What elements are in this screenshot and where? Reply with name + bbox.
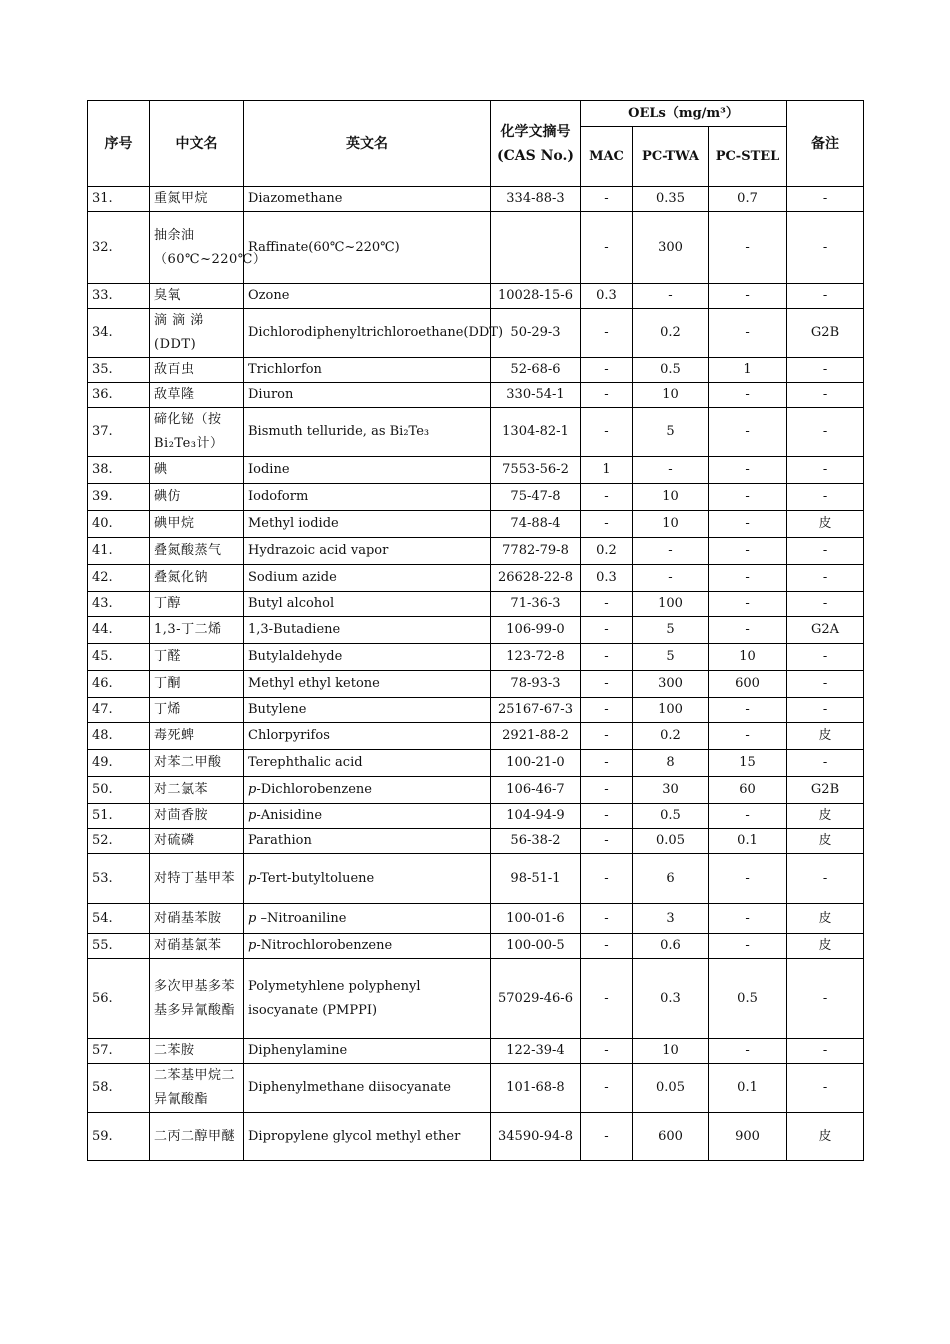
pc-stel-value: - [709, 511, 787, 538]
row-number: 57. [88, 1039, 150, 1064]
mac-value: - [581, 698, 633, 723]
pc-twa-value: 600 [633, 1113, 709, 1161]
english-name: Terephthalic acid [244, 750, 491, 777]
chinese-name: 对硝基氯苯 [150, 934, 244, 959]
table-row [88, 592, 864, 617]
mac-value: - [581, 644, 633, 671]
pc-twa-value: 5 [633, 408, 709, 457]
pc-stel-value: 0.7 [709, 187, 787, 212]
chinese-name: 碘甲烷 [150, 511, 244, 538]
english-name: Parathion [244, 829, 491, 854]
english-name-prefix: p [248, 938, 257, 953]
chinese-name: 对硫磷 [150, 829, 244, 854]
remark: - [787, 854, 864, 904]
mac-value: - [581, 934, 633, 959]
pc-twa-value: 10 [633, 484, 709, 511]
pc-stel-value: 0.1 [709, 829, 787, 854]
remark: - [787, 565, 864, 592]
remark: - [787, 484, 864, 511]
pc-twa-value: 10 [633, 383, 709, 408]
cas-number: 1304-82-1 [491, 408, 581, 457]
pc-twa-value: 0.35 [633, 187, 709, 212]
table-row [88, 777, 864, 804]
mac-value: - [581, 904, 633, 934]
pc-stel-value: - [709, 457, 787, 484]
table-row [88, 750, 864, 777]
table-row [88, 212, 864, 284]
pc-twa-value: 0.2 [633, 723, 709, 750]
english-name: Sodium azide [244, 565, 491, 592]
cas-number: 100-01-6 [491, 904, 581, 934]
english-name: Ozone [244, 284, 491, 309]
pc-twa-value: - [633, 565, 709, 592]
english-name: Chlorpyrifos [244, 723, 491, 750]
english-name: Diphenylamine [244, 1039, 491, 1064]
pc-twa-value: 5 [633, 644, 709, 671]
table-row [88, 617, 864, 644]
remark: - [787, 698, 864, 723]
row-number: 44. [88, 617, 150, 644]
pc-twa-value: 10 [633, 511, 709, 538]
remark: - [787, 592, 864, 617]
english-name-prefix: p [248, 870, 257, 886]
mac-value: - [581, 671, 633, 698]
cas-number: 100-21-0 [491, 750, 581, 777]
table-row [88, 511, 864, 538]
pc-twa-value: 0.5 [633, 804, 709, 829]
mac-value: - [581, 723, 633, 750]
mac-value: - [581, 511, 633, 538]
pc-twa-value: - [633, 538, 709, 565]
english-name-prefix: p [248, 808, 257, 823]
english-name-prefix: p [248, 910, 257, 926]
mac-value: 1 [581, 457, 633, 484]
english-name: Trichlorfon [244, 358, 491, 383]
pc-twa-value: 0.05 [633, 1064, 709, 1113]
chinese-name: 二苯胺 [150, 1039, 244, 1064]
cas-number: 98-51-1 [491, 854, 581, 904]
table-row [88, 904, 864, 934]
row-number: 33. [88, 284, 150, 309]
row-number: 36. [88, 383, 150, 408]
chinese-name: 丁醛 [150, 644, 244, 671]
row-number: 55. [88, 934, 150, 959]
remark: 皮 [787, 804, 864, 829]
table-row [88, 959, 864, 1039]
pc-twa-value: 10 [633, 1039, 709, 1064]
pc-twa-value: 0.3 [633, 959, 709, 1039]
header-stel: PC-STEL [709, 127, 787, 187]
chinese-name: 敌百虫 [150, 358, 244, 383]
row-number: 35. [88, 358, 150, 383]
row-number: 48. [88, 723, 150, 750]
mac-value: - [581, 777, 633, 804]
english-name: 1,3-Butadiene [244, 617, 491, 644]
chinese-name: 臭氧 [150, 284, 244, 309]
table-row [88, 934, 864, 959]
table-row [88, 804, 864, 829]
table-row [88, 284, 864, 309]
pc-twa-value: 0.5 [633, 358, 709, 383]
remark: G2B [787, 309, 864, 358]
row-number: 46. [88, 671, 150, 698]
chinese-name: 滴 滴 涕 (DDT) [150, 309, 244, 358]
header-mac: MAC [581, 127, 633, 187]
cas-number: 56-38-2 [491, 829, 581, 854]
english-name-prefix: p [248, 782, 257, 797]
chinese-name: 对茴香胺 [150, 804, 244, 829]
pc-stel-value: - [709, 617, 787, 644]
english-name: Methyl ethyl ketone [244, 671, 491, 698]
mac-value: - [581, 1039, 633, 1064]
pc-twa-value: 100 [633, 698, 709, 723]
remark: - [787, 750, 864, 777]
cas-number [491, 212, 581, 284]
mac-value: - [581, 829, 633, 854]
table-row [88, 565, 864, 592]
cas-number: 106-46-7 [491, 777, 581, 804]
row-number: 56. [88, 959, 150, 1039]
english-name [244, 777, 491, 804]
cas-number: 25167-67-3 [491, 698, 581, 723]
english-name: Dichlorodiphenyltrichloroethane(DDT) [244, 309, 491, 358]
cas-number: 34590-94-8 [491, 1113, 581, 1161]
table-row [88, 187, 864, 212]
cas-number: 74-88-4 [491, 511, 581, 538]
header-seq: 序号 [88, 101, 150, 187]
row-number: 47. [88, 698, 150, 723]
english-name: Butyl alcohol [244, 592, 491, 617]
row-number: 40. [88, 511, 150, 538]
remark: 皮 [787, 1113, 864, 1161]
mac-value: 0.2 [581, 538, 633, 565]
pc-stel-value: - [709, 538, 787, 565]
english-name: Iodine [244, 457, 491, 484]
chinese-name: 对二氯苯 [150, 777, 244, 804]
pc-twa-value: - [633, 284, 709, 309]
header-oels: OELs（mg/m³） [581, 101, 787, 127]
mac-value: - [581, 854, 633, 904]
pc-stel-value: 900 [709, 1113, 787, 1161]
pc-stel-value: 600 [709, 671, 787, 698]
remark: - [787, 959, 864, 1039]
table-row [88, 309, 864, 358]
pc-stel-value: - [709, 934, 787, 959]
english-name-text: -Tert-butyltoluene [256, 870, 375, 886]
pc-twa-value: 0.2 [633, 309, 709, 358]
mac-value: - [581, 187, 633, 212]
pc-stel-value: 10 [709, 644, 787, 671]
remark: 皮 [787, 511, 864, 538]
chinese-name: 二丙二醇甲醚 [150, 1113, 244, 1161]
english-name-text: –Nitroaniline [256, 910, 347, 926]
pc-stel-value: 60 [709, 777, 787, 804]
row-number: 37. [88, 408, 150, 457]
row-number: 34. [88, 309, 150, 358]
row-number: 54. [88, 904, 150, 934]
cas-number: 101-68-8 [491, 1064, 581, 1113]
mac-value: - [581, 617, 633, 644]
table-row [88, 854, 864, 904]
row-number: 52. [88, 829, 150, 854]
cas-number: 100-00-5 [491, 934, 581, 959]
cas-number: 122-39-4 [491, 1039, 581, 1064]
chinese-name: 对特丁基甲苯 [150, 854, 244, 904]
pc-stel-value: - [709, 1039, 787, 1064]
pc-stel-value: 0.1 [709, 1064, 787, 1113]
chinese-name: 丁烯 [150, 698, 244, 723]
remark: - [787, 187, 864, 212]
english-name-text: -Anisidine [256, 808, 323, 823]
pc-twa-value: 100 [633, 592, 709, 617]
cas-number: 7553-56-2 [491, 457, 581, 484]
table-row [88, 383, 864, 408]
row-number: 42. [88, 565, 150, 592]
chinese-name: 碲化铋（按Bi₂Te₃计） [150, 408, 244, 457]
english-name-text: -Dichlorobenzene [256, 782, 372, 797]
pc-twa-value: 0.05 [633, 829, 709, 854]
table-row [88, 484, 864, 511]
pc-stel-value: - [709, 804, 787, 829]
pc-twa-value: 0.6 [633, 934, 709, 959]
table-row [88, 1064, 864, 1113]
mac-value: - [581, 959, 633, 1039]
row-number: 58. [88, 1064, 150, 1113]
chinese-name: 丁醇 [150, 592, 244, 617]
chinese-name: 对苯二甲酸 [150, 750, 244, 777]
pc-stel-value: - [709, 309, 787, 358]
mac-value: - [581, 309, 633, 358]
pc-twa-value: 3 [633, 904, 709, 934]
mac-value: - [581, 212, 633, 284]
row-number: 41. [88, 538, 150, 565]
row-number: 59. [88, 1113, 150, 1161]
mac-value: 0.3 [581, 565, 633, 592]
mac-value: - [581, 358, 633, 383]
chinese-name: 抽余油（60℃~220℃） [150, 212, 244, 284]
remark: - [787, 1039, 864, 1064]
remark: 皮 [787, 934, 864, 959]
row-number: 39. [88, 484, 150, 511]
row-number: 49. [88, 750, 150, 777]
table-row [88, 644, 864, 671]
remark: G2A [787, 617, 864, 644]
mac-value: - [581, 484, 633, 511]
remark: - [787, 212, 864, 284]
chinese-name: 对硝基苯胺 [150, 904, 244, 934]
row-number: 31. [88, 187, 150, 212]
english-name: Diuron [244, 383, 491, 408]
cas-number: 57029-46-6 [491, 959, 581, 1039]
mac-value: - [581, 804, 633, 829]
pc-stel-value: - [709, 212, 787, 284]
remark: - [787, 358, 864, 383]
pc-stel-value: 0.5 [709, 959, 787, 1039]
table-row [88, 538, 864, 565]
header-cn-name: 中文名 [150, 101, 244, 187]
table-row [88, 1113, 864, 1161]
cas-number: 334-88-3 [491, 187, 581, 212]
pc-stel-value: 1 [709, 358, 787, 383]
english-name: Dipropylene glycol methyl ether [244, 1113, 491, 1161]
row-number: 45. [88, 644, 150, 671]
table-row [88, 1039, 864, 1064]
header-en-name: 英文名 [244, 101, 491, 187]
table-row [88, 723, 864, 750]
english-name: Diazomethane [244, 187, 491, 212]
cas-number: 123-72-8 [491, 644, 581, 671]
english-name: Iodoform [244, 484, 491, 511]
remark: 皮 [787, 723, 864, 750]
table-row [88, 671, 864, 698]
remark: - [787, 538, 864, 565]
english-name [244, 804, 491, 829]
pc-stel-value: - [709, 383, 787, 408]
table-row [88, 829, 864, 854]
mac-value: 0.3 [581, 284, 633, 309]
english-name: Methyl iodide [244, 511, 491, 538]
pc-stel-value: - [709, 592, 787, 617]
pc-stel-value: 15 [709, 750, 787, 777]
english-name: Butylene [244, 698, 491, 723]
remark: - [787, 383, 864, 408]
mac-value: - [581, 1064, 633, 1113]
table-header [88, 101, 864, 187]
header-cas: 化学文摘号(CAS No.) [491, 101, 581, 187]
row-number: 51. [88, 804, 150, 829]
chinese-name: 碘仿 [150, 484, 244, 511]
pc-twa-value: 5 [633, 617, 709, 644]
chinese-name: 1,3-丁二烯 [150, 617, 244, 644]
remark: 皮 [787, 829, 864, 854]
table-row [88, 457, 864, 484]
row-number: 43. [88, 592, 150, 617]
english-name: Hydrazoic acid vapor [244, 538, 491, 565]
cas-number: 2921-88-2 [491, 723, 581, 750]
pc-stel-value: - [709, 904, 787, 934]
mac-value: - [581, 1113, 633, 1161]
cas-number: 330-54-1 [491, 383, 581, 408]
mac-value: - [581, 408, 633, 457]
pc-stel-value: - [709, 484, 787, 511]
mac-value: - [581, 750, 633, 777]
pc-twa-value: 8 [633, 750, 709, 777]
pc-stel-value: - [709, 698, 787, 723]
chinese-name: 多次甲基多苯基多异氰酸酯 [150, 959, 244, 1039]
header-twa: PC-TWA [633, 127, 709, 187]
cas-number: 71-36-3 [491, 592, 581, 617]
pc-stel-value: - [709, 408, 787, 457]
cas-number: 104-94-9 [491, 804, 581, 829]
remark: - [787, 644, 864, 671]
remark: - [787, 408, 864, 457]
english-name [244, 854, 491, 904]
mac-value: - [581, 383, 633, 408]
chinese-name: 重氮甲烷 [150, 187, 244, 212]
pc-stel-value: - [709, 854, 787, 904]
remark: G2B [787, 777, 864, 804]
table-row [88, 408, 864, 457]
chinese-name: 叠氮酸蒸气 [150, 538, 244, 565]
cas-number: 7782-79-8 [491, 538, 581, 565]
pc-twa-value: - [633, 457, 709, 484]
english-name: Butylaldehyde [244, 644, 491, 671]
table-body [88, 187, 864, 1161]
table-row [88, 698, 864, 723]
row-number: 32. [88, 212, 150, 284]
english-name: Raffinate(60℃~220℃) [244, 212, 491, 284]
english-name: Bismuth telluride, as Bi₂Te₃ [244, 408, 491, 457]
cas-number: 78-93-3 [491, 671, 581, 698]
chinese-name: 毒死蜱 [150, 723, 244, 750]
remark: - [787, 457, 864, 484]
english-name [244, 934, 491, 959]
cas-number: 52-68-6 [491, 358, 581, 383]
oel-table [87, 100, 864, 1161]
cas-number: 75-47-8 [491, 484, 581, 511]
cas-number: 26628-22-8 [491, 565, 581, 592]
remark: - [787, 284, 864, 309]
remark: - [787, 1064, 864, 1113]
chinese-name: 叠氮化钠 [150, 565, 244, 592]
cas-number: 106-99-0 [491, 617, 581, 644]
pc-stel-value: - [709, 565, 787, 592]
english-name: Polymetyhlene polyphenyl isocyanate (PMPPI) [244, 959, 491, 1039]
pc-twa-value: 300 [633, 212, 709, 284]
mac-value: - [581, 592, 633, 617]
cas-number: 50-29-3 [491, 309, 581, 358]
pc-stel-value: - [709, 723, 787, 750]
row-number: 53. [88, 854, 150, 904]
chinese-name: 丁酮 [150, 671, 244, 698]
pc-twa-value: 30 [633, 777, 709, 804]
chinese-name: 二苯基甲烷二异氰酸酯 [150, 1064, 244, 1113]
pc-twa-value: 300 [633, 671, 709, 698]
row-number: 50. [88, 777, 150, 804]
row-number: 38. [88, 457, 150, 484]
english-name-text: -Nitrochlorobenzene [256, 938, 393, 953]
english-name [244, 904, 491, 934]
chinese-name: 碘 [150, 457, 244, 484]
pc-stel-value: - [709, 284, 787, 309]
remark: 皮 [787, 904, 864, 934]
chinese-name: 敌草隆 [150, 383, 244, 408]
header-remark: 备注 [787, 101, 864, 187]
pc-twa-value: 6 [633, 854, 709, 904]
remark: - [787, 671, 864, 698]
english-name: Diphenylmethane diisocyanate [244, 1064, 491, 1113]
cas-number: 10028-15-6 [491, 284, 581, 309]
table-row [88, 358, 864, 383]
